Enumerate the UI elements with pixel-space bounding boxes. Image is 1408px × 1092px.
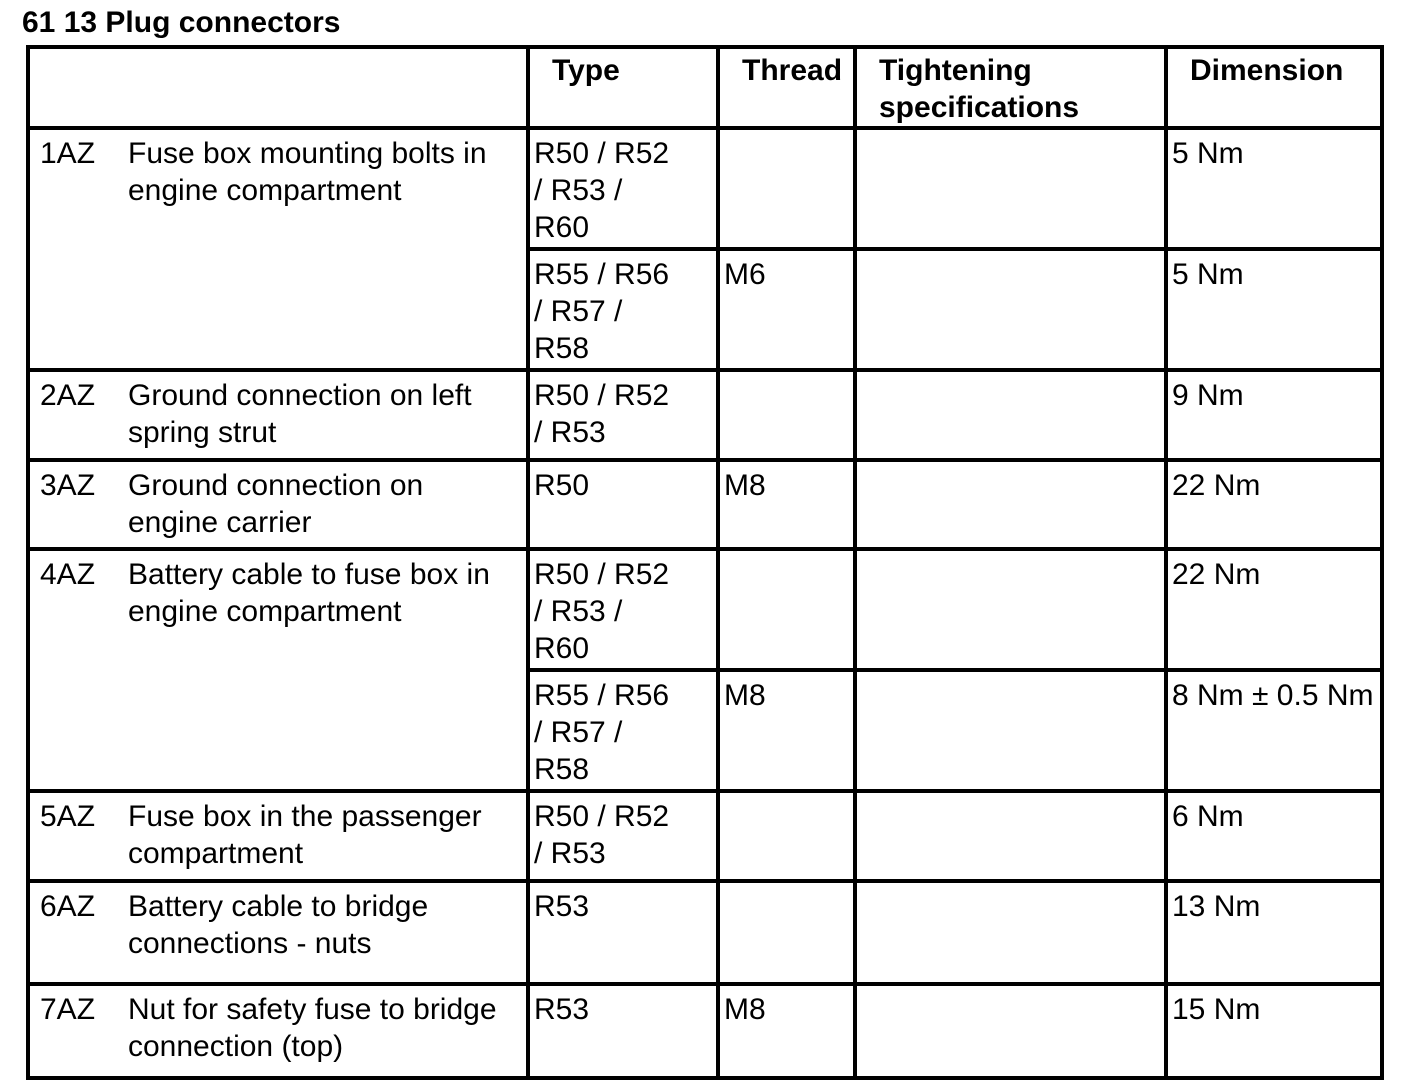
cell-dimension: 8 Nm ± 0.5 Nm: [1166, 670, 1382, 791]
item-description: Battery cable to bridge connections - nuts: [128, 890, 429, 960]
header-row: [28, 47, 1382, 128]
cell-thread: M6: [718, 249, 855, 370]
header-thread: Thread: [718, 47, 855, 128]
table-row: [28, 881, 1382, 984]
item-description: Fuse box in the passenger compartment: [128, 800, 482, 870]
cell-type: R50 / R52 / R53: [528, 791, 718, 881]
item-description: Ground connection on engine carrier: [128, 469, 424, 539]
cell-type: R53: [528, 881, 718, 984]
item-code: 2AZ: [40, 379, 96, 412]
cell-tightening: [855, 370, 1166, 460]
cell-dimension: 6 Nm: [1166, 791, 1382, 881]
cell-thread: M8: [718, 670, 855, 791]
cell-thread: [718, 549, 855, 670]
cell-dimension: 5 Nm: [1166, 249, 1382, 370]
cell-item: [28, 370, 528, 460]
cell-item: [28, 549, 528, 791]
cell-type: R50 / R52 / R53: [528, 370, 718, 460]
table-header: [28, 47, 1382, 128]
cell-item: [28, 791, 528, 881]
cell-thread: M8: [718, 984, 855, 1078]
cell-type: R55 / R56 / R57 / R58: [528, 249, 718, 370]
item-description: Ground connection on left spring strut: [128, 379, 472, 449]
cell-tightening: [855, 670, 1166, 791]
cell-type: R50: [528, 460, 718, 549]
table-row: [28, 791, 1382, 881]
table-body: [28, 128, 1382, 1078]
cell-dimension: 15 Nm: [1166, 984, 1382, 1078]
table-row: [28, 370, 1382, 460]
cell-dimension: 5 Nm: [1166, 128, 1382, 249]
cell-type: R50 / R52 / R53 / R60: [528, 128, 718, 249]
cell-type: R50 / R52 / R53 / R60: [528, 549, 718, 670]
item-description: Battery cable to fuse box in engine compartment: [128, 558, 490, 628]
cell-tightening: [855, 249, 1166, 370]
cell-thread: [718, 128, 855, 249]
cell-item: [28, 984, 528, 1078]
header-type: Type: [528, 47, 718, 128]
cell-tightening: [855, 460, 1166, 549]
header-tightening: Tightening specifications: [855, 47, 1166, 128]
item-code: 5AZ: [40, 800, 96, 833]
item-code: 4AZ: [40, 558, 96, 591]
table-row: [28, 549, 1382, 670]
cell-dimension: 9 Nm: [1166, 370, 1382, 460]
cell-tightening: [855, 984, 1166, 1078]
cell-dimension: 22 Nm: [1166, 460, 1382, 549]
item-description: Fuse box mounting bolts in engine compartment: [128, 137, 487, 207]
item-description: Nut for safety fuse to bridge connection (top): [128, 993, 497, 1063]
cell-tightening: [855, 791, 1166, 881]
cell-tightening: [855, 881, 1166, 984]
table-row: [28, 128, 1382, 249]
cell-type: R55 / R56 / R57 / R58: [528, 670, 718, 791]
cell-thread: M8: [718, 460, 855, 549]
cell-type: R53: [528, 984, 718, 1078]
table-row: [28, 984, 1382, 1078]
cell-item: [28, 460, 528, 549]
cell-dimension: 22 Nm: [1166, 549, 1382, 670]
cell-thread: [718, 881, 855, 984]
cell-item: [28, 128, 528, 370]
cell-tightening: [855, 549, 1166, 670]
plug-connectors-table: [26, 45, 1384, 1080]
header-item: [28, 47, 528, 128]
cell-item: [28, 881, 528, 984]
item-code: 3AZ: [40, 469, 96, 502]
item-code: 7AZ: [40, 993, 96, 1026]
cell-thread: [718, 370, 855, 460]
header-dimension: Dimension: [1166, 47, 1382, 128]
cell-dimension: 13 Nm: [1166, 881, 1382, 984]
table-row: [28, 460, 1382, 549]
cell-tightening: [855, 128, 1166, 249]
cell-thread: [718, 791, 855, 881]
page-title: 61 13 Plug connectors: [22, 6, 341, 39]
item-code: 1AZ: [40, 137, 96, 170]
item-code: 6AZ: [40, 890, 96, 923]
